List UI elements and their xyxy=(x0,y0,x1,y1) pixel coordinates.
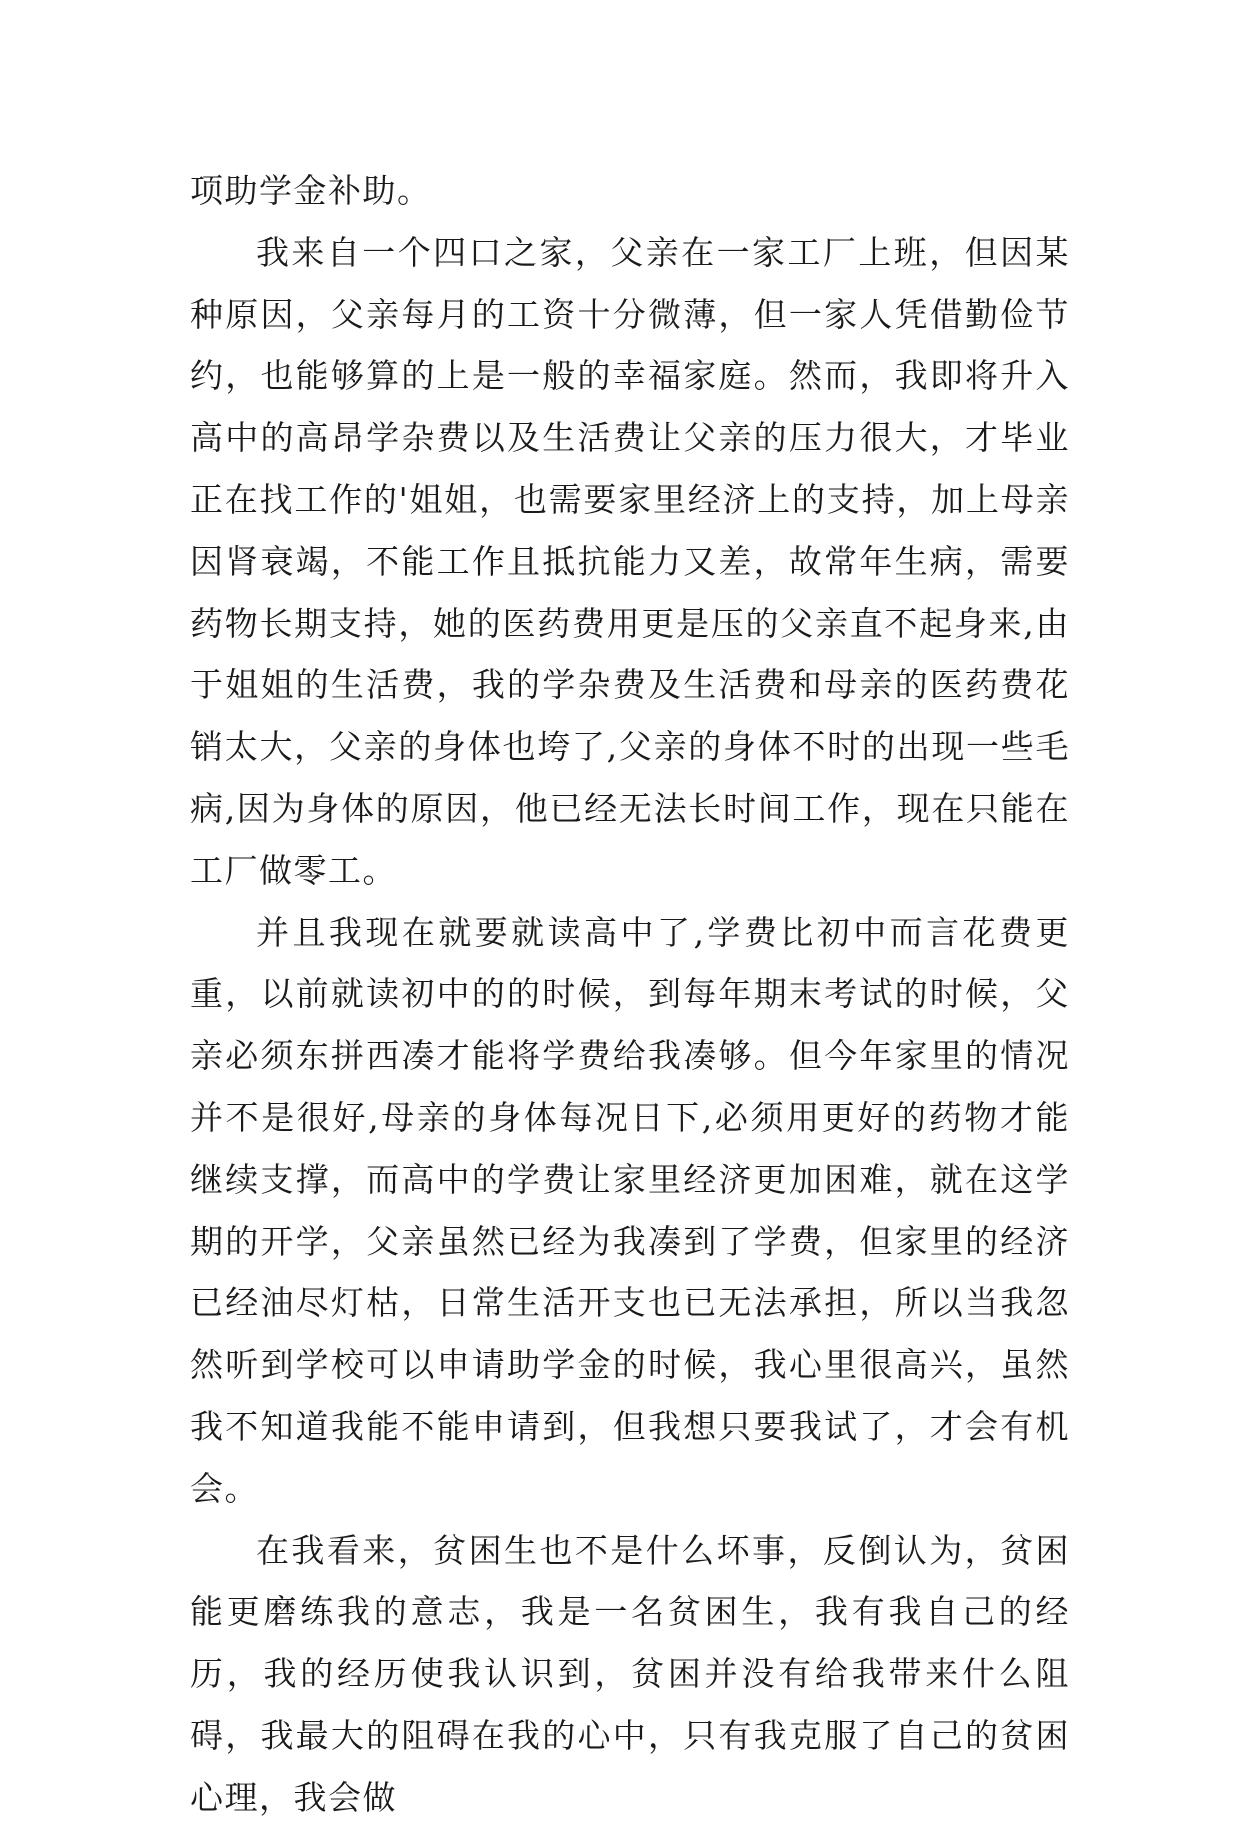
document-body xyxy=(190,160,1070,1829)
paragraph-3: 并且我现在就要就读高中了,学费比初中而言花费更重，以前就读初中的的时候，到每年期末考试的时候，父亲必须东拼西凑才能将学费给我凑够。但今年家里的情况并不是很好,母亲的身体每况日下,必须用更好的药物才能继续支撑，而高中的学费让家里经济更加困难，就在这学期的开学，父亲虽然已经为我凑到了学费，但家里的经济已经油尽灯枯，日常生活开支也已无法承担，所以当我忽然听到学校可以申请助学金的时候，我心里很高兴，虽然我不知道我能不能申请到，但我想只要我试了，才会有机会。 xyxy=(190,912,1070,1508)
paragraph-4: 在我看来，贫困生也不是什么坏事，反倒认为，贫困能更磨练我的意志，我是一名贫困生，我有我自己的经历，我的经历使我认识到，贫困并没有给我带来什么阻碍，我最大的阻碍在我的心中，只有我克服了自己的贫困心理，我会做 xyxy=(190,1530,1070,1817)
paragraph-2: 我来自一个四口之家，父亲在一家工厂上班，但因某种原因，父亲每月的工资十分微薄，但一家人凭借勤俭节约，也能够算的上是一般的幸福家庭。然而，我即将升入高中的高昂学杂费以及生活费让父亲的压力很大，才毕业正在找工作的'姐姐，也需要家里经济上的支持，加上母亲因肾衰竭，不能工作且抵抗能力又差，故常年生病，需要药物长期支持，她的医药费用更是压的父亲直不起身来,由于姐姐的生活费，我的学杂费及生活费和母亲的医药费花销太大，父亲的身体也垮了,父亲的身体不时的出现一些毛病,因为身体的原因，他已经无法长时间工作，现在只能在工厂做零工。 xyxy=(190,232,1070,890)
paragraph-1: 项助学金补助。 xyxy=(190,171,432,210)
